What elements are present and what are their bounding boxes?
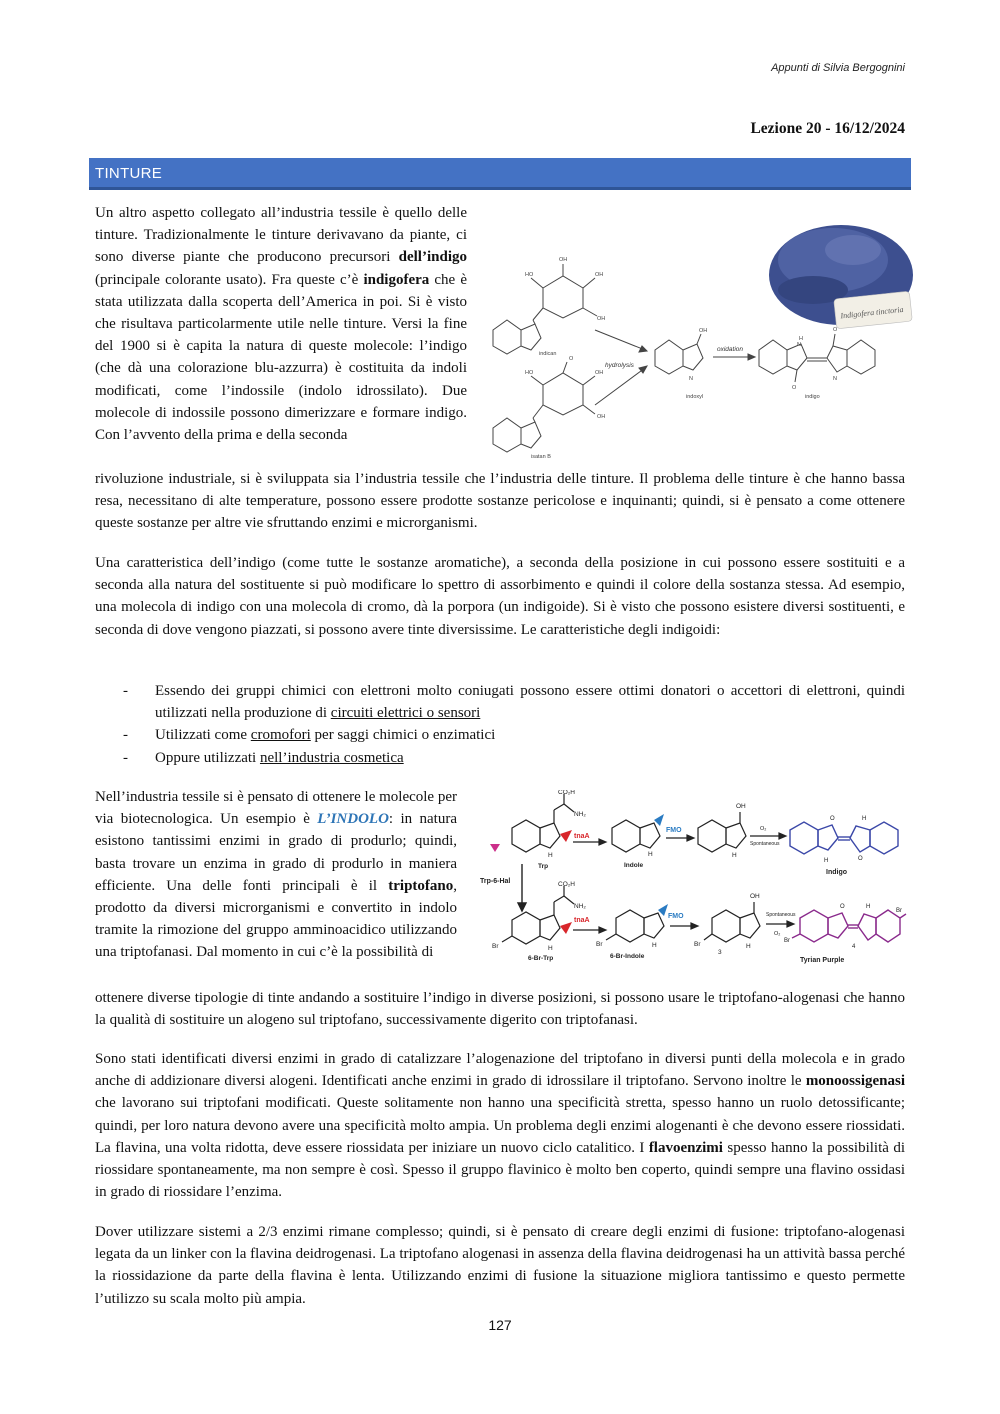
lesson-title: Lezione 20 - 16/12/2024 [750, 120, 905, 137]
svg-text:O₂: O₂ [774, 931, 781, 937]
paragraph-4: Sono stati identificati diversi enzimi in grado di catalizzare l’alogenazione del triptofano in diversi punti della molecola e in grado anche di addizionare diversi alogeni. Identificati anche enzimi in grado di idrossilare il triptofano. Servono inoltre le monoossigenasi che lavorano sui triptofani modificati. Queste solitamente non hanno una specificità stretta, spesso hanno un ruolo detossificante; quindi, per loro natura devono avere una specificità molto ampia. Un problema degli enzimi alogenanti è che devono essere riossidati. La flavina, una volta ridotta, deve essere riossidata per iniziare un nuovo ciclo catalitico. I flavoenzimi spesso hanno la possibilità di riossidare spontaneamente, ma non sempre è così. Spesso il gruppo flavinico è molto ben coperto, quindi sempre una flavino ossidasi in grado di riossidare l’enzima. [95, 1051, 905, 1201]
svg-text:O: O [840, 904, 845, 910]
term-indolo: L’INDOLO [317, 811, 389, 828]
6-br-indole-structure [606, 910, 664, 942]
svg-text:N: N [833, 376, 837, 382]
svg-text:FMO: FMO [668, 913, 684, 920]
fmo-marker [654, 814, 664, 826]
svg-text:Br: Br [694, 941, 701, 948]
indole-structure [612, 820, 660, 852]
page-number: 127 [488, 1317, 512, 1333]
indigofera-tag: Indigofera tinctoria [839, 304, 904, 321]
label-indigo-product: Indigo [826, 869, 847, 876]
svg-text:tnaA: tnaA [574, 917, 590, 924]
svg-text:Br: Br [492, 943, 499, 950]
figure-tyrian-purple-pathway [478, 790, 910, 980]
tyrian-purple-structure [792, 910, 906, 942]
paragraph-1-left: Un altro aspetto collegato all’industria tessile è quello delle tinture. Tradizionalmente le tinture derivavano da piante, ci sono diverse piante che producono precursori dell’indigo (principale colorante usato). Fra queste c’è indigofera che è stata utilizzata dalla scoperta dell’America in poi. Si è visto che risultava particolarmente utile nelle tinture. Versi la fine del 1900 si è capita la natura di queste molecole: l’indigo (che dà una colorazione blu-azzurra) è costituita da indoli modificati, come l’indossile (indolo idrossilato). Due molecole di indossile possono dimerizzare e formare indigo. Con l’avvento della prima e della seconda [95, 205, 467, 444]
label-6-br-indole: 6-Br-Indole [610, 953, 645, 960]
list-item: - Essendo dei gruppi chimici con elettroni molto coniugati possono essere ottimi donatori o accettori di elettroni, quindi utilizzati nella produzione di circuiti elettrici o sensori [123, 683, 905, 722]
svg-text:OH: OH [736, 803, 746, 810]
svg-text:OH: OH [597, 316, 606, 322]
indigoid-features-list [95, 680, 905, 769]
label-tnaA: tnaA [574, 833, 590, 840]
label-trp: Trp [538, 863, 549, 870]
svg-text:O₂: O₂ [760, 826, 767, 832]
svg-text:H: H [732, 852, 737, 859]
label-indican: indican [539, 351, 557, 357]
svg-text:H: H [548, 945, 553, 952]
label-hydrolysis: hydrolysis [605, 362, 634, 369]
paragraph-3-continued: ottenere diverse tipologie di tinte andando a sostituire l’indigo in diverse posizioni, si possono usare le triptofano-alogenasi che hanno la qualità di sostituire un alogeno sul triptofano, successivamente digerito con triptofanasi. [95, 990, 905, 1029]
svg-text:HO: HO [525, 370, 534, 376]
paragraph-3-left: Nell’industria tessile si è pensato di ottenere le molecole per via biotecnologica. Un esempio è L’INDOLO: in natura esistono tantissimi enzimi in grado di produrlo; quindi, basta trovare un enzima in grado di produrlo in maniera efficiente. Una delle fonti principali è il triptofano, prodotto da diversi microrganismi e convertito in indolo tramite la rimozione del gruppo amminoacidico utilizzando una triptofanasi. Dal momento in cui c’è la possibilità di [95, 789, 457, 961]
svg-text:OH: OH [595, 370, 604, 376]
label-spontaneous: Spontaneous [750, 841, 780, 847]
list-item: - Oppure utilizzati nell’industria cosmetica [123, 749, 404, 766]
label-isatan: isatan B [531, 454, 551, 460]
svg-text:H: H [799, 336, 803, 342]
term-triptofano: triptofano [388, 877, 454, 894]
svg-text:CO₂H: CO₂H [558, 790, 575, 796]
label-tyrian-purple: Tyrian Purple [800, 957, 845, 964]
svg-text:4: 4 [852, 944, 856, 950]
svg-text:Spontaneous: Spontaneous [766, 912, 796, 918]
svg-text:H: H [866, 904, 871, 910]
svg-text:O: O [858, 856, 863, 862]
label-fmo: FMO [666, 827, 682, 834]
svg-text:CO₂H: CO₂H [558, 881, 575, 888]
6-br-trp-structure [502, 886, 574, 944]
term-flavoenzimi: flavoenzimi [648, 1139, 723, 1156]
svg-text:O: O [792, 385, 797, 391]
header-author: Appunti di Silvia Bergognini [771, 62, 905, 74]
indoxyl-structure [655, 334, 703, 374]
label-indole: Indole [624, 862, 644, 869]
tnaA-marker [560, 830, 572, 842]
svg-text:Br: Br [784, 938, 790, 944]
label-6-br-trp: 6-Br-Trp [528, 955, 554, 962]
isatan-structure [493, 362, 595, 452]
svg-text:OH: OH [750, 893, 760, 900]
svg-text:OH: OH [595, 272, 604, 278]
label-indoxyl: indoxyl [686, 394, 704, 400]
svg-text:Br: Br [596, 941, 603, 948]
svg-text:H: H [652, 942, 657, 949]
section-header [89, 158, 911, 190]
paragraph-5: Dover utilizzare sistemi a 2/3 enzimi rimane complesso; quindi, si è pensato di creare degli enzimi di fusione: triptofano-alogenasi legata da un linker con la flavina deidrogenasi. La triptofano alogenasi in assenza della flavina deidrogenasi ha un attività bassa perché la riossidazione da parte della flavina è lenta. Utilizzando enzimi di fusione la situazione migliora tantissimo e questo permette l’utilizzo su scala molto più ampia. [95, 1224, 905, 1307]
indigo-powder-image [769, 225, 913, 329]
indigo-structure [759, 334, 875, 382]
indican-structure [493, 264, 597, 354]
svg-text:OH: OH [699, 328, 708, 334]
label-indigo: indigo [805, 394, 820, 400]
label-oxidation: oxidation [717, 346, 744, 353]
svg-text:OH: OH [559, 257, 568, 263]
svg-text:OH: OH [597, 414, 606, 420]
section-title: TINTURE [95, 165, 163, 182]
6-br-indoxyl-structure [704, 902, 760, 942]
paragraph-2: Una caratteristica dell’indigo (come tutte le sostanze aromatiche), a seconda della posizione in cui possono essere sostituiti e a seconda alla natura del sostituente si può modificare lo spettro di assorbimento e quindi il colore della sostanza stessa. Ad esempio, una molecola di indigo con una molecola di cromo, dà la porpora (un indigoide). Si è visto che possono esistere diversi sostituenti, e seconda di dove vengono piazzati, si possono avere tinte diversissime. Le caratteristiche degli indigoidi: [95, 555, 905, 638]
label-trp-6-hal: Trp-6-Hal [480, 878, 511, 885]
term-indigo: dell’indigo [398, 249, 467, 266]
svg-text:O: O [833, 327, 838, 333]
svg-text:H: H [746, 943, 751, 950]
figure-indigo-synthesis [483, 200, 913, 465]
svg-text:Br: Br [896, 908, 902, 914]
list-item: - Utilizzati come cromofori per saggi chimici o enzimatici [123, 727, 496, 744]
svg-text:H: H [648, 851, 653, 858]
svg-text:N: N [689, 376, 693, 382]
hal-marker [490, 844, 500, 852]
svg-text:NH₂: NH₂ [574, 903, 586, 910]
svg-text:H: H [548, 852, 553, 859]
svg-text:O: O [569, 356, 574, 362]
trp-structure [512, 794, 574, 852]
svg-text:H: H [862, 816, 867, 822]
svg-text:HO: HO [525, 272, 534, 278]
svg-text:O: O [830, 816, 835, 822]
indigo-synthesis-diagram [483, 200, 913, 465]
indigo-product-structure [790, 822, 898, 854]
term-indigofera: indigofera [363, 271, 430, 288]
svg-text:NH₂: NH₂ [574, 811, 586, 818]
svg-text:3: 3 [718, 949, 722, 956]
indoxyl-structure-2 [698, 812, 746, 852]
term-monoossigenasi: monoossigenasi [805, 1073, 905, 1090]
tyrian-purple-diagram [478, 790, 910, 980]
svg-text:N: N [797, 342, 801, 348]
paragraph-1-continued: rivoluzione industriale, si è sviluppata sia l’industria tessile che l’industria delle tinture. Il problema delle tinture è che hanno bassa resa, necessitano di alte temperature, possono essere prodotte sostanze pericolose e inquinanti; quindi, si è pensato a come ottenere queste sostanze per altre vie sfruttando enzimi e microrganismi. [95, 471, 905, 532]
oxidation-arrow [713, 354, 755, 360]
svg-text:H: H [824, 858, 829, 864]
